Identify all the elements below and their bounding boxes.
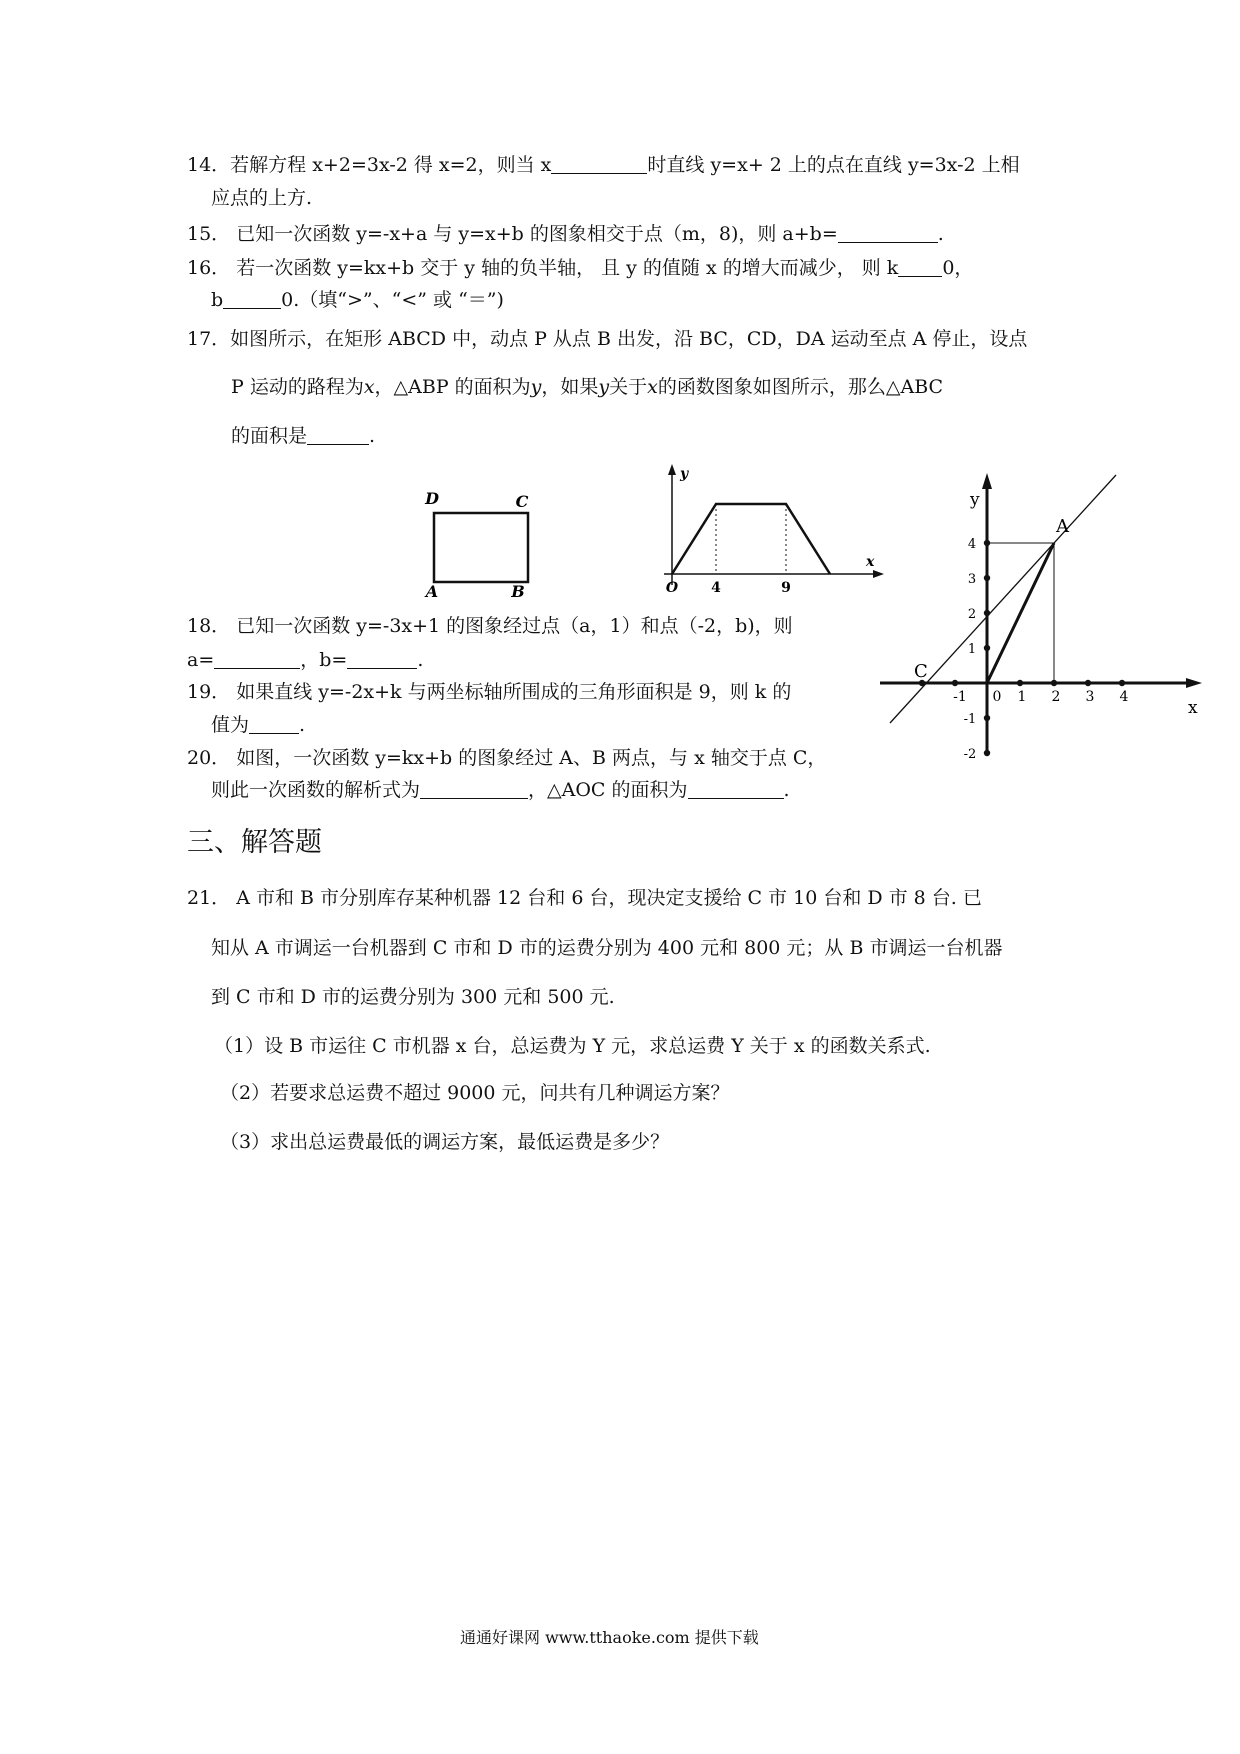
graph20-y-arrow <box>982 473 992 489</box>
graph20-ytick-m1: -1 <box>963 712 977 727</box>
graph20-segment-oa <box>987 543 1054 683</box>
q16-b-label: b <box>211 289 224 311</box>
q20-equation-blank[interactable] <box>420 780 528 799</box>
q19-line1: 19． 如果直线 y=-2x+k 与两坐标轴所围成的三角形面积是 9，则 k 的 <box>187 681 792 703</box>
q20-area-blank[interactable] <box>688 780 784 799</box>
q18-a-label: a= <box>187 649 215 671</box>
q14-line2: 应点的上方. <box>211 187 313 209</box>
q16-k-blank[interactable] <box>898 258 942 277</box>
graph20-tick-dot-xm1 <box>952 680 958 686</box>
q15-text: 15． 已知一次函数 y=-x+a 与 y=x+b 的图象相交于点（m，8)，则 a+b= <box>187 223 838 245</box>
graph20-xtick-1: 1 <box>1017 689 1027 705</box>
graph20-tick-dot-x1 <box>1017 680 1023 686</box>
graph20-y-label: y <box>970 490 980 510</box>
q14-text-a: 14．若解方程 x+2=3x-2 得 x=2，则当 x <box>187 154 552 176</box>
page-footer: 通通好课网 www.tthaoke.com 提供下载 <box>460 1628 759 1647</box>
q18-period: . <box>417 649 424 671</box>
graph20-tick-dot-x4 <box>1119 680 1125 686</box>
rect-label-a: A <box>425 582 439 601</box>
q14-answer-blank[interactable] <box>551 155 647 174</box>
graph17-tick-9: 9 <box>781 580 791 596</box>
q14-text-b: 时直线 y=x+ 2 上的点在直线 y=3x-2 上相 <box>647 154 1020 176</box>
graph20-ytick-3: 3 <box>967 572 977 587</box>
q21-line1: 21． A 市和 B 市分别库存某种机器 12 台和 6 台，现决定支援给 C 市 10 台和 D 市 8 台. 已 <box>187 887 982 909</box>
q17-line1: 17．如图所示，在矩形 ABCD 中，动点 P 从点 B 出发，沿 BC，CD，DA 运动至点 A 停止，设点 <box>187 328 1028 350</box>
graph20-tick-dot-ym2 <box>984 750 990 756</box>
q17-function-graph <box>650 460 890 600</box>
graph17-y-label: y <box>680 466 689 482</box>
q19-period: . <box>299 714 306 736</box>
q17-var-x: x <box>363 376 375 398</box>
q20-line2 <box>211 778 790 802</box>
q17-text-a: P 运动的路程为 <box>231 376 364 398</box>
q17-var-y2: y <box>598 376 610 398</box>
q21-sub3: （3）求出总运费最低的调运方案，最低运费是多少？ <box>220 1131 670 1153</box>
q16-text-a: 16． 若一次函数 y=kx+b 交于 y 轴的负半轴， 且 y 的值随 x 的增大而减少， 则 k <box>187 257 899 279</box>
graph20-tick-dot-x3 <box>1085 680 1091 686</box>
q17-text-d: 关于 <box>609 376 648 398</box>
graph20-ytick-m2: -2 <box>963 747 977 762</box>
rect-label-c: C <box>515 492 529 511</box>
q17-period: . <box>369 425 376 447</box>
q21-line2: 知从 A 市调运一台机器到 C 市和 D 市的运费分别为 400 元和 800 元；从 B 市调运一台机器 <box>211 937 1003 959</box>
q17-text-e: 的函数图象如图所示，那么△ABC <box>657 376 944 398</box>
q18-line2 <box>187 648 423 672</box>
q17-text-c: ，如果 <box>541 376 599 398</box>
graph20-x-label: x <box>1188 698 1198 718</box>
graph20-ytick-1: 1 <box>967 642 977 657</box>
q16-line1 <box>187 256 973 280</box>
q15-line1 <box>187 222 944 246</box>
q18-b-label: ，b= <box>300 649 348 671</box>
graph20-xtick-3: 3 <box>1085 689 1095 705</box>
q17-answer-blank[interactable] <box>307 426 369 445</box>
graph20-ytick-4: 4 <box>967 537 977 552</box>
q17-text-b: ，△ABP 的面积为 <box>374 376 531 398</box>
q20-period: . <box>783 779 790 801</box>
q16-text-end: 0， <box>942 257 974 279</box>
q20-text-a: 则此一次函数的解析式为 <box>211 779 421 801</box>
q20-line1: 20． 如图，一次函数 y=kx+b 的图象经过 A、B 两点，与 x 轴交于点 C， <box>187 747 827 769</box>
graph17-y-arrow <box>668 464 676 475</box>
q20-text-b: ，△AOC 的面积为 <box>528 779 688 801</box>
graph20-line-ca <box>890 475 1116 723</box>
q19-answer-blank[interactable] <box>249 715 299 734</box>
graph20-tick-dot-ym1 <box>984 715 990 721</box>
q16-text-b: 0.（填“>”、“<” 或 “＝”) <box>281 289 504 311</box>
q17-line2 <box>231 375 943 399</box>
graph20-tick-dot-y1 <box>984 645 990 651</box>
q20-coordinate-graph <box>870 465 1210 770</box>
graph20-tick-dot-y3 <box>984 575 990 581</box>
q21-sub2: （2）若要求总运费不超过 9000 元，问共有几种调运方案？ <box>220 1082 730 1104</box>
q15-period: . <box>937 223 944 245</box>
graph20-xtick-0: 0 <box>992 689 1002 705</box>
q16-b-blank[interactable] <box>223 290 281 309</box>
q16-line2 <box>211 288 504 312</box>
graph20-tick-dot-x2 <box>1051 680 1057 686</box>
q21-sub1: （1）设 B 市运往 C 市机器 x 台，总运费为 Y 元，求总运费 Y 关于 x 的函数关系式. <box>214 1035 931 1057</box>
rect-label-d: D <box>425 489 439 508</box>
graph20-ytick-2: 2 <box>967 607 977 622</box>
rectangle-shape <box>434 513 528 582</box>
section3-heading: 三、解答题 <box>187 827 322 858</box>
q17-line3 <box>231 424 375 448</box>
q19-text: 值为 <box>211 714 250 736</box>
graph17-tick-4: 4 <box>711 580 721 596</box>
q17-var-x2: x <box>647 376 658 398</box>
rect-label-b: B <box>511 582 525 601</box>
graph20-point-c-label: C <box>914 661 928 682</box>
q18-b-blank[interactable] <box>347 650 417 669</box>
q14-line1 <box>187 153 1020 177</box>
q17-var-y: y <box>530 376 542 398</box>
q19-line2 <box>211 713 305 737</box>
graph20-point-a-label: A <box>1056 516 1069 537</box>
graph20-tick-dot-y2 <box>984 610 990 616</box>
graph20-xtick-4: 4 <box>1119 689 1129 705</box>
q17-text-f: 的面积是 <box>231 425 308 447</box>
q21-line3: 到 C 市和 D 市的运费分别为 300 元和 500 元. <box>211 986 615 1008</box>
q15-answer-blank[interactable] <box>838 224 938 243</box>
q18-line1: 18． 已知一次函数 y=-3x+1 的图象经过点（a，1）和点（-2，b)，则 <box>187 615 793 637</box>
q18-a-blank[interactable] <box>214 650 300 669</box>
graph20-tick-dot-y4 <box>984 540 990 546</box>
graph17-x-label: x <box>866 554 875 570</box>
graph20-xtick-2: 2 <box>1051 689 1061 705</box>
graph17-trapezoid-line <box>672 504 830 574</box>
graph20-xtick-m1: -1 <box>953 689 967 705</box>
graph20-x-arrow <box>1186 678 1202 688</box>
graph17-origin-label: O <box>665 580 679 596</box>
rectangle-abcd-figure <box>420 484 540 606</box>
